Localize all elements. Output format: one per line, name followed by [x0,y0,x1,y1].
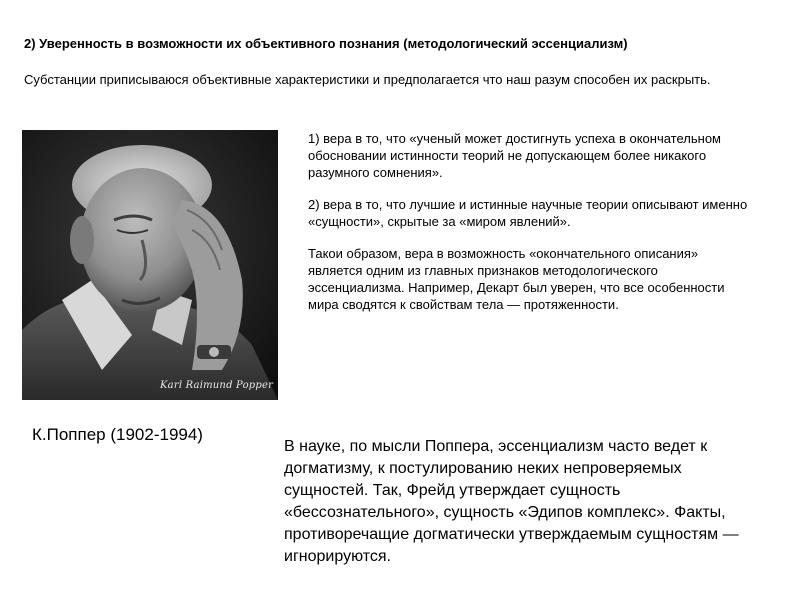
author-name: К.Поппер (1902-1994) [32,425,203,444]
points-list [308,130,748,328]
intro-text: Субстанции приписываюся объективные характеристики и предполагается что наш разум способен их раскрыть. [24,72,711,87]
portrait-illustration [22,130,278,400]
conclusion-text: В науке, по мысли Поппера, эссенциализм часто ведет к догматизму, к постулированию неких непроверяемых сущностей. Так, Фрейд утверждает сущность «бессознательного», сущность «Эдипов комплекс». Факты, противоречащие догматически утверждаемым сущностям — игнорируются. [284,438,739,565]
point-item: Такои образом, вера в возможность «окончательного описания» является одним из главных признаков методологического эссенциализма. Например, Декарт был уверен, что все особенности мира сводятся к свойствам тела — протяженности. [308,246,725,312]
portrait-photo [22,130,278,400]
photo-caption: Karl Raimund Popper [160,380,274,391]
point-item: 2) вера в то, что лучшие и истинные научные теории описывают именно «сущности», скрытые за «миром явлений». [308,197,748,229]
slide-title: 2) Уверенность в возможности их объективного познания (методологический эссенциализм) [24,36,628,51]
point-item: 1) вера в то, что «ученый может достигнуть успеха в окончательном обосновании истинности теорий не допускающем более никакого разумного сомнения». [308,131,721,180]
